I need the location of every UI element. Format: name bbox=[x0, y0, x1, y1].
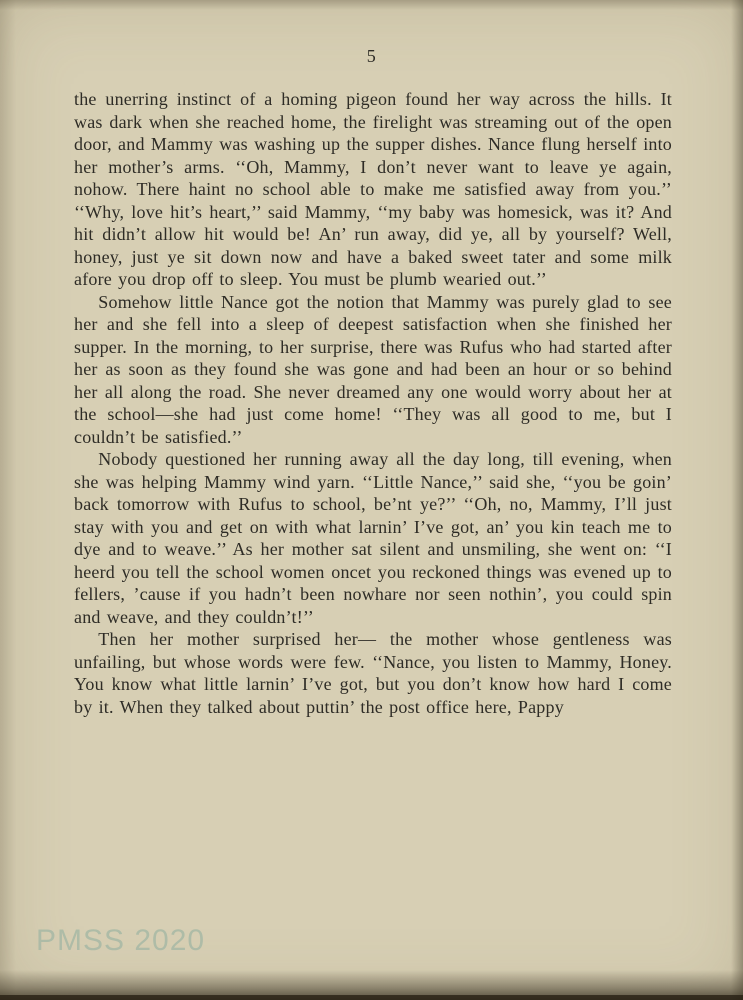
text-paragraph: Then her mother surprised her— the mother whose gentleness was unfailing, but whose words were few. ‘‘Nance, you listen to Mammy, Honey. You know what little larnin’ I’ve got, but you don’t know how hard I come by it. When they talked about puttin’ the post office here, Pappy bbox=[74, 629, 672, 717]
page-edge-bottom-line bbox=[0, 995, 743, 1000]
page-edge-top-shadow bbox=[0, 0, 743, 10]
text-paragraph: Nobody questioned her running away all the day long, till evening, when she was helping Mammy wind yarn. ‘‘Little Nance,’’ said she, ‘‘you be goin’ back tomorrow with Rufus to school, be’nt ye?’’ ‘‘Oh, no, Mammy, I’ll just stay with you and get on with what larnin’ I’ve got, an’ you kin teach me to dye and to weave.’’ As her mother sat silent and unsmiling, she went on: ‘‘I heerd you tell the school women oncet you reckoned things was evened up to fellers, ’cause if you hadn’t been nowhare nor seen nothin’, you could spin and weave, and they couldn’t!’’ bbox=[74, 449, 672, 627]
text-paragraph: the unerring instinct of a homing pigeon found her way across the hills. It was dark when she reached home, the firelight was streaming out of the open door, and Mammy was washing up the supper dishes. Nance flung herself into her mother’s arms. ‘‘Oh, Mammy, I don’t never want to leave ye again, nohow. There haint no school able to make me satisfied away from you.’’ ‘‘Why, love hit’s heart,’’ said Mammy, ‘‘my baby was homesick, was it? And hit didn’t allow hit would be! An’ run away, did ye, all by yourself? Well, honey, just ye sit down now and have a baked sweet tater and some milk afore you drop off to sleep. You must be plumb wearied out.’’ bbox=[74, 89, 672, 289]
text-paragraph: Somehow little Nance got the notion that Mammy was purely glad to see her and she fell into a sleep of deepest satisfaction when she finished her supper. In the morning, to her surprise, there was Rufus who had started after her as soon as they found she was gone and had been an hour or so behind her all along the road. She never dreamed any one would worry about her at the school—she had just come home! ‘‘They was all good to me, but I couldn’t be satisfied.’’ bbox=[74, 291, 672, 447]
page-edge-bottom-shadow bbox=[0, 970, 743, 1000]
page-number: 5 bbox=[366, 46, 377, 66]
watermark: PMSS 2020 bbox=[36, 924, 206, 957]
page-text bbox=[74, 88, 672, 718]
page-edge-left-shadow bbox=[0, 0, 16, 1000]
page-edge-right-shadow bbox=[731, 0, 743, 1000]
